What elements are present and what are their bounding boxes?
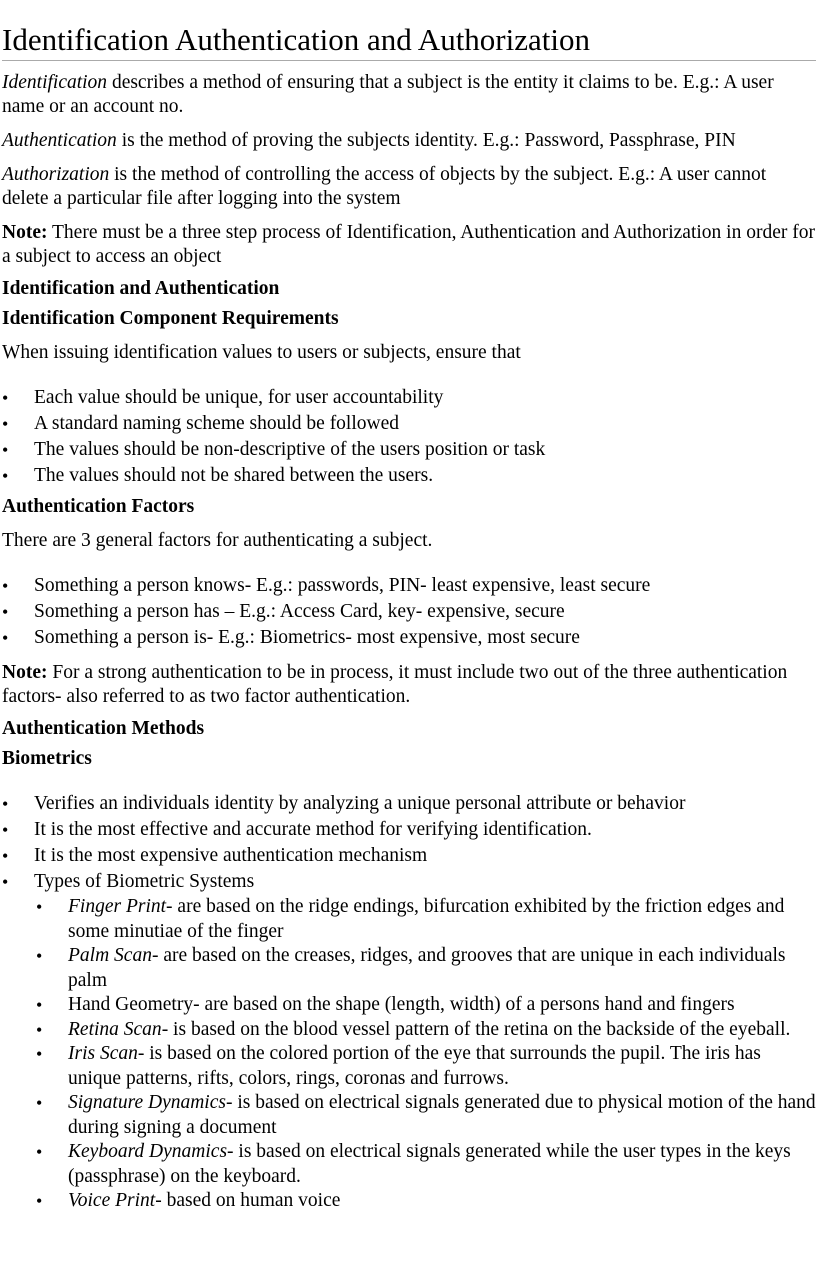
type-text: - are based on the ridge endings, bifurcation exhibited by the friction edges and some minutiae of the finger (68, 896, 785, 942)
type-text: - is based on electrical signals generated due to physical motion of the hand during signing a document (68, 1092, 816, 1138)
term: Iris Scan (68, 1043, 138, 1064)
biometric-type-item (2, 1140, 816, 1189)
biometric-type-item (2, 1189, 816, 1214)
requirements-list (2, 385, 816, 489)
requirements-intro: When issuing identification values to users or subjects, ensure that (2, 342, 521, 363)
page-title: Identification Authentication and Authorization (2, 0, 816, 61)
biometric-type-item (2, 1018, 816, 1043)
term: Authorization (2, 164, 110, 185)
definition-text: is the method of controlling the access of objects by the subject. E.g.: A user cannot delete a particular file after logging into the system (2, 164, 767, 209)
list-item: • It is the most effective and accurate method for verifying identification. (2, 817, 816, 843)
factors-list (2, 573, 816, 651)
biometric-type-item (2, 993, 816, 1018)
note-text: For a strong authentication to be in process, it must include two out of the three authentication factors- also referred to as two factor authentication. (2, 662, 788, 707)
list-item: • A standard naming scheme should be followed (2, 411, 816, 437)
note-three-step (2, 221, 816, 269)
definition-text: describes a method of ensuring that a subject is the entity it claims to be. E.g.: A user name or an account no. (2, 72, 774, 117)
factors-intro: There are 3 general factors for authenticating a subject. (2, 530, 433, 551)
list-item: • Each value should be unique, for user accountability (2, 385, 816, 411)
list-item: • Something a person knows- E.g.: passwords, PIN- least expensive, least secure (2, 573, 816, 599)
biometric-types-list (2, 895, 816, 1214)
type-text: - is based on electrical signals generated while the user types in the keys (passphrase) on the keyboard. (68, 1141, 791, 1187)
term: Signature Dynamics (68, 1092, 226, 1113)
note-label: Note: (2, 222, 48, 243)
term: Palm Scan (68, 945, 152, 966)
term: Retina Scan (68, 1018, 162, 1040)
list-item: • Something a person has – E.g.: Access Card, key- expensive, secure (2, 599, 816, 625)
type-text: - based on human voice (155, 1190, 341, 1211)
term: Voice Print (68, 1190, 156, 1211)
term: Identification (2, 72, 108, 93)
section-heading-authentication-factors: Authentication Factors (2, 496, 195, 517)
biometric-type-item (2, 1091, 816, 1140)
term: Authentication (2, 130, 117, 151)
term: Keyboard Dynamics (68, 1141, 228, 1162)
definition-authorization (2, 163, 816, 211)
definition-text: is the method of proving the subjects identity. E.g.: Password, Passphrase, PIN (116, 130, 736, 151)
term: Finger Print (68, 896, 167, 917)
type-text: - are based on the creases, ridges, and grooves that are unique in each individuals palm (68, 945, 786, 991)
definition-identification (2, 71, 816, 119)
biometrics-list (2, 791, 816, 895)
list-item: • Verifies an individuals identity by analyzing a unique personal attribute or behavior (2, 791, 816, 817)
list-item: • Something a person is- E.g.: Biometrics- most expensive, most secure (2, 625, 816, 651)
list-item: • Types of Biometric Systems (2, 869, 816, 895)
list-item: • It is the most expensive authentication mechanism (2, 843, 816, 869)
type-text: - is based on the colored portion of the eye that surrounds the pupil. The iris has unique patterns, rifts, colors, rings, coronas and furrows. (68, 1043, 761, 1089)
definition-authentication (2, 129, 816, 153)
note-two-factor (2, 661, 816, 709)
type-text: Hand Geometry- are based on the shape (length, width) of a persons hand and fingers (68, 994, 735, 1015)
list-item: • The values should not be shared between the users. (2, 463, 816, 489)
section-heading-biometrics: Biometrics (2, 748, 92, 769)
section-heading-authentication-methods: Authentication Methods (2, 718, 205, 739)
section-heading-component-requirements: Identification Component Requirements (2, 308, 339, 329)
note-text: There must be a three step process of Identification, Authentication and Authorization in order for a subject to access an object (2, 222, 815, 267)
biometric-type-item (2, 895, 816, 944)
biometric-type-item (2, 944, 816, 993)
section-heading-identification-authentication: Identification and Authentication (2, 278, 280, 299)
list-item: • The values should be non-descriptive of the users position or task (2, 437, 816, 463)
type-text: - is based on the blood vessel pattern of the retina on the backside of the eyeball. (161, 1018, 791, 1040)
note-label: Note: (2, 662, 48, 683)
biometric-type-item (2, 1042, 816, 1091)
